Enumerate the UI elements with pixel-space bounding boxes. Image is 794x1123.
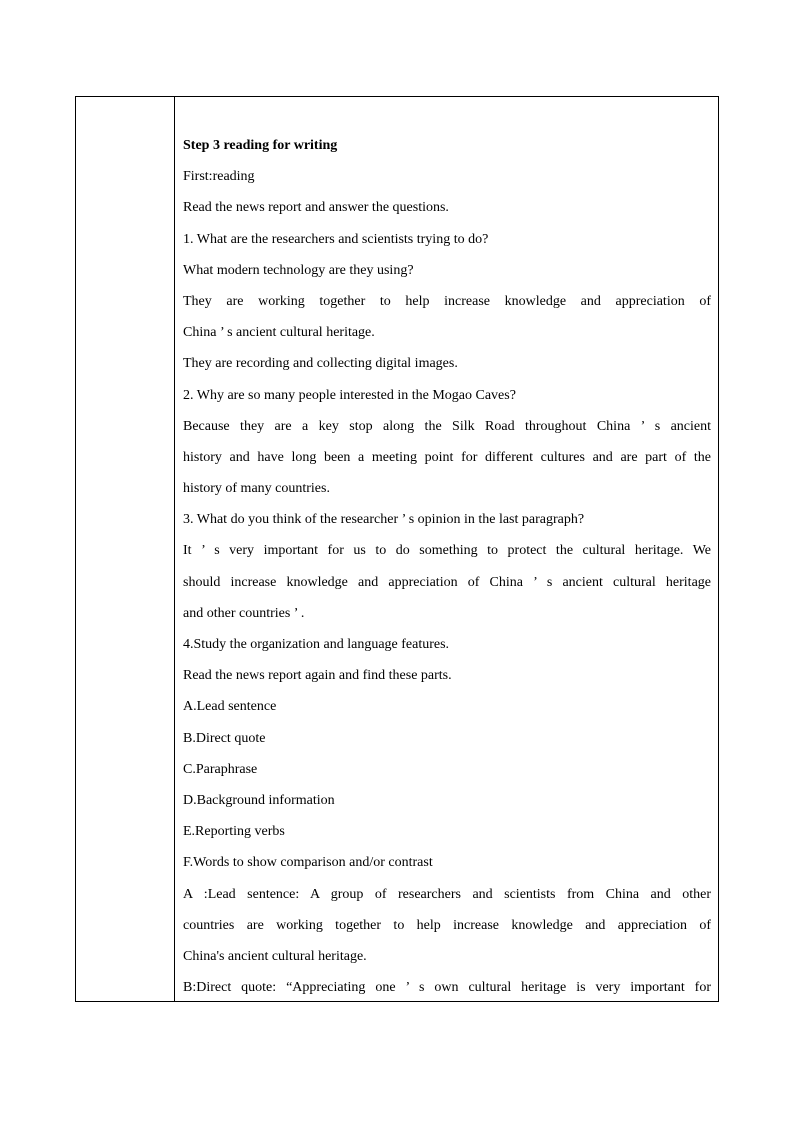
line-17: 4.Study the organization and language features.	[183, 637, 450, 652]
line-20: B.Direct quote	[183, 730, 266, 746]
line-15: should increase knowledge and appreciation of China ’ s ancient cultural heritage	[183, 574, 711, 590]
line-05: What modern technology are they using?	[183, 262, 414, 278]
line-21: C.Paraphrase	[183, 761, 258, 777]
line-01: Step 3 reading for writing	[183, 138, 338, 153]
line-23: E.Reporting verbs	[183, 824, 285, 840]
line-07: China ’ s ancient cultural heritage.	[183, 325, 375, 341]
line-19: A.Lead sentence	[183, 699, 277, 715]
line-06: They are working together to help increase knowledge and appreciation of	[183, 293, 711, 309]
line-02: First:reading	[183, 169, 255, 185]
line-14: It ’ s very important for us to do something to protect the cultural heritage. We	[183, 543, 711, 559]
line-03: Read the news report and answer the questions.	[183, 200, 449, 216]
line-13: 3. What do you think of the researcher ’ s opinion in the last paragraph?	[183, 512, 585, 528]
line-11: history and have long been a meeting point for different cultures and are part of the	[183, 449, 711, 465]
line-22: D.Background information	[183, 792, 335, 808]
lesson-table	[75, 96, 719, 1002]
line-08: They are recording and collecting digital images.	[183, 356, 458, 372]
line-10: Because they are a key stop along the Silk Road throughout China ’ s ancient	[183, 418, 711, 434]
line-09: 2. Why are so many people interested in the Mogao Caves?	[183, 387, 516, 403]
line-16: and other countries ’ .	[183, 605, 305, 621]
line-25: A :Lead sentence: A group of researchers and scientists from China and other	[183, 886, 711, 902]
line-04: 1. What are the researchers and scientists trying to do?	[183, 231, 489, 247]
line-28: B:Direct quote: “Appreciating one ’ s own cultural heritage is very important for	[183, 980, 711, 996]
line-18: Read the news report again and find these parts.	[183, 668, 452, 684]
line-26: countries are working together to help increase knowledge and appreciation of	[183, 917, 711, 933]
table-left-cell	[76, 97, 175, 1001]
line-27: China's ancient cultural heritage.	[183, 948, 367, 964]
table-content-cell	[175, 97, 719, 1001]
line-12: history of many countries.	[183, 481, 330, 497]
line-24: F.Words to show comparison and/or contrast	[183, 855, 433, 871]
